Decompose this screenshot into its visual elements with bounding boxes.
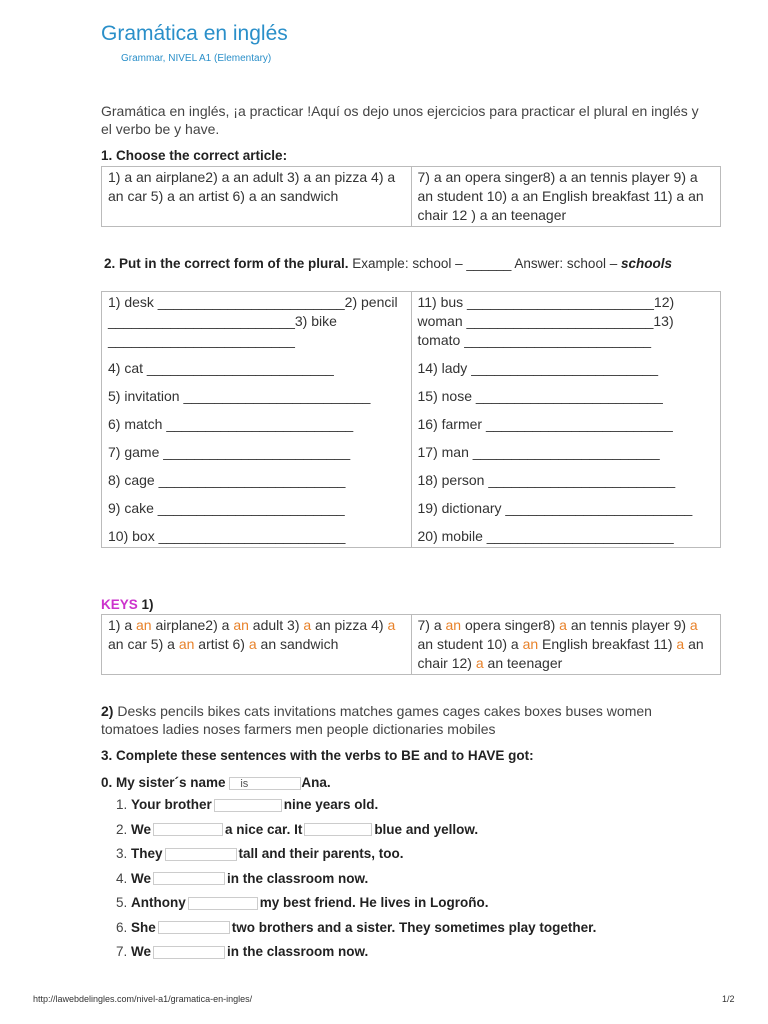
key-answer: an xyxy=(445,617,462,633)
sentence-item xyxy=(131,796,596,821)
ex2-right-row: 17) man ________________________ xyxy=(417,444,660,460)
ex2-left-row: 8) cage ________________________ xyxy=(108,472,346,488)
exercise-2-heading-answer: schools xyxy=(620,256,672,271)
intro-paragraph: Gramática en inglés, ¡a practicar !Aquí os dejo unos ejercicios para practicar el plural en inglés y el verbo be y have. xyxy=(101,103,699,137)
exercise-3-sentences xyxy=(101,796,596,968)
sentence-text: Your brother xyxy=(131,797,212,812)
sentence-text: in the classroom now. xyxy=(227,944,369,959)
sentence-text: We xyxy=(131,944,152,959)
key-text: an sandwich xyxy=(256,636,339,652)
exercise-2-heading xyxy=(104,256,714,272)
sentence-text: nine years old. xyxy=(283,797,379,812)
footer-page-number: 1/2 xyxy=(722,994,735,1004)
page-title: Gramática en inglés xyxy=(101,22,288,45)
key-answer: a xyxy=(387,617,396,633)
keys-table xyxy=(101,614,721,675)
key-text: opera singer8) xyxy=(461,617,560,633)
key-text: artist 6) xyxy=(194,636,249,652)
sentence-text: blue and yellow. xyxy=(374,821,479,837)
example-after: Ana. xyxy=(301,775,331,790)
sentence-text: She xyxy=(131,919,156,935)
keys-label: KEYS xyxy=(101,597,138,612)
ex2-left-row: 1) desk ________________________2) pencil ________________________3) bike ________________________ xyxy=(108,294,398,348)
exercise-3-example xyxy=(101,775,331,790)
key-text: adult 3) xyxy=(248,617,304,633)
keys-right-cell xyxy=(411,615,721,675)
exercise-1-left-cell: 1) a an airplane2) a an adult 3) a an pizza 4) a an car 5) a an artist 6) a an sandwich xyxy=(102,167,412,227)
keys-heading xyxy=(101,597,154,612)
ex2-left-row: 4) cat ________________________ xyxy=(108,360,334,376)
key-text: an tennis player 9) xyxy=(566,617,690,633)
ex2-right-row: 16) farmer ________________________ xyxy=(417,416,673,432)
sentence-text: They xyxy=(131,846,163,861)
keys-left-cell xyxy=(102,615,412,675)
exercise-2-table xyxy=(101,291,721,548)
answer-blank-field[interactable] xyxy=(188,897,258,910)
sentence-item xyxy=(131,943,596,968)
ex2-right-row: 15) nose ________________________ xyxy=(417,388,663,404)
key-answer: an xyxy=(233,617,249,633)
sentence-text: We xyxy=(131,821,152,837)
key-answer: an xyxy=(178,636,195,652)
page-subtitle: Grammar, NIVEL A1 (Elementary) xyxy=(121,53,272,64)
footer-url[interactable]: http://lawebdelingles.com/nivel-a1/gramatica-en-ingles/ xyxy=(33,994,253,1004)
key-answer: an xyxy=(136,617,152,633)
keys-2-answers xyxy=(101,702,711,738)
exercise-1-right-cell: 7) a an opera singer8) a an tennis player 9) a an student 10) a an English breakfast 11) a an chair 12 ) a an teenager xyxy=(411,167,721,227)
keys-2-number: 2) xyxy=(101,703,114,719)
answer-blank-field[interactable] xyxy=(153,946,225,959)
key-answer: a xyxy=(475,655,484,671)
example-before: 0. My sister´s name xyxy=(101,775,226,790)
key-answer: a xyxy=(303,617,312,633)
key-answer: an xyxy=(522,636,539,652)
key-text: English breakfast 11) xyxy=(538,636,677,652)
ex2-left-row: 9) cake ________________________ xyxy=(108,500,345,516)
answer-blank-field[interactable] xyxy=(158,921,230,934)
key-answer: a xyxy=(559,617,567,633)
exercise-1-table xyxy=(101,166,721,227)
key-text: an car 5) a xyxy=(108,636,179,652)
sentence-text: Anthony xyxy=(131,895,186,910)
keys-number: 1) xyxy=(141,597,154,612)
sentence-item xyxy=(131,845,596,870)
exercise-2-right-cell xyxy=(411,292,721,548)
ex2-left-row: 6) match ________________________ xyxy=(108,416,354,432)
sentence-text: tall and their parents, too. xyxy=(238,846,404,861)
ex2-right-row: 20) mobile ________________________ xyxy=(417,528,674,544)
answer-blank-field[interactable] xyxy=(165,848,237,861)
ex2-left-row: 5) invitation ________________________ xyxy=(108,388,371,404)
key-text: 1) a xyxy=(108,617,137,633)
sentence-text: my best friend. He lives in Logroño. xyxy=(259,895,489,910)
answer-blank-field[interactable] xyxy=(153,823,223,836)
key-text: an chair 12) xyxy=(417,636,704,671)
exercise-2-heading-example: Example: school – ______ Answer: school – xyxy=(352,256,618,271)
key-answer: a xyxy=(689,617,698,633)
key-text: an student 10) a xyxy=(417,636,523,652)
answer-blank-field[interactable] xyxy=(304,823,372,836)
ex2-right-row: 11) bus ________________________12) woman ________________________13) tomato ________________________ xyxy=(417,294,675,348)
ex2-right-row: 19) dictionary ________________________ xyxy=(417,500,693,516)
key-answer: a xyxy=(248,636,257,652)
ex2-left-row: 10) box ________________________ xyxy=(108,528,346,544)
key-text: airplane2) a xyxy=(151,617,234,633)
exercise-1-heading: 1. Choose the correct article: xyxy=(101,148,288,163)
answer-blank-field[interactable] xyxy=(153,872,225,885)
keys-2-text: Desks pencils bikes cats invitations matches games cages cakes boxes buses women tomatoes ladies noses farmers men people dictionaries mobiles xyxy=(101,703,652,737)
sentence-text: two brothers and a sister. They sometimes play together. xyxy=(231,919,597,935)
exercise-3-heading: 3. Complete these sentences with the verbs to BE and to HAVE got: xyxy=(101,748,534,763)
key-answer: a xyxy=(676,636,685,652)
sentence-text: We xyxy=(131,870,152,886)
sentence-item xyxy=(131,894,596,919)
answer-blank-field[interactable] xyxy=(214,799,282,812)
key-text: an teenager xyxy=(483,655,563,671)
sentence-text: a nice car. It xyxy=(225,821,303,837)
example-answer-field[interactable]: is xyxy=(229,777,301,790)
exercise-2-left-cell xyxy=(102,292,412,548)
ex2-right-row: 14) lady ________________________ xyxy=(417,360,659,376)
exercise-2-heading-bold: 2. Put in the correct form of the plural. xyxy=(104,256,349,271)
key-text: an pizza 4) xyxy=(311,617,388,633)
key-text: 7) a xyxy=(417,617,446,633)
sentence-item xyxy=(131,821,596,846)
sentence-item xyxy=(131,919,596,944)
ex2-right-row: 18) person ________________________ xyxy=(417,472,676,488)
sentence-text: in the classroom now. xyxy=(227,870,369,886)
sentence-item xyxy=(131,870,596,895)
ex2-left-row: 7) game ________________________ xyxy=(108,444,351,460)
